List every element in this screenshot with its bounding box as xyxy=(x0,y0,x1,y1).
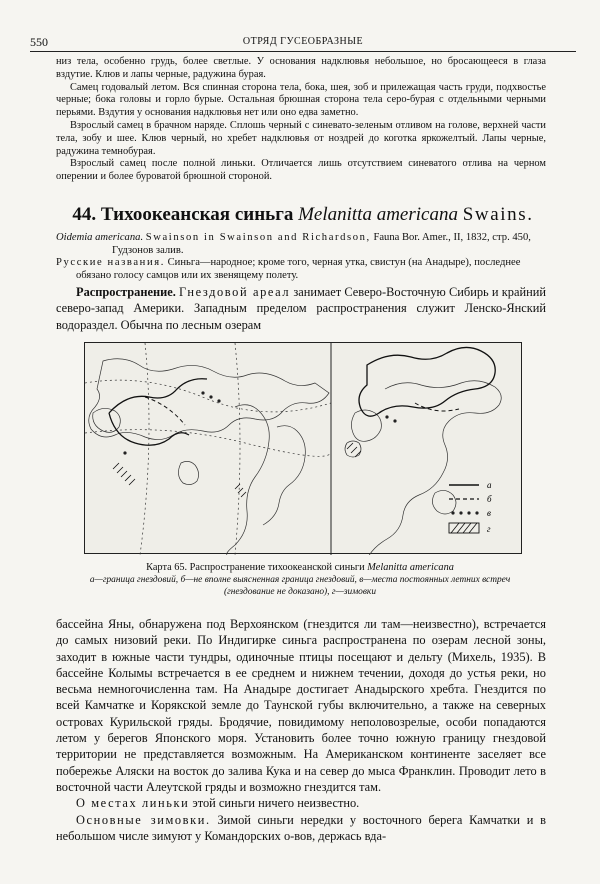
map-caption-title: Карта 65. Распространение тихоокеанской синьги xyxy=(146,562,365,573)
citation-authors: Swainson in Swainson and Richardson, xyxy=(145,232,371,243)
molt-lead: О местах линьки xyxy=(76,796,190,811)
page-number: 550 xyxy=(30,35,48,49)
description-paragraph: Взрослый самец в брачном наряде. Сплошь черный с синевато-зеленым отливом на голове, верхней части тела, зобу и шее. Клюв черный, но хребет надклювья от ноздрей до коготка яркожелтый. Лапы черные, радужина темнобурая. xyxy=(56,119,546,157)
species-author: Swains. xyxy=(462,204,534,225)
distribution-paragraph xyxy=(56,284,546,333)
species-russian-name: Тихоокеанская синьга xyxy=(100,204,294,225)
map-caption xyxy=(70,562,530,598)
wintering-paragraph xyxy=(56,812,546,845)
breeding-range-lead: Гнездовой ареал xyxy=(179,285,291,299)
description-paragraph: низ тела, особенно грудь, более светлые. У основания надклювья небольшое, но бросающееся в глаза вздутие. Клюв и лапы черные, радужина бурая. xyxy=(56,56,546,80)
running-title: ОТРЯД ГУСЕОБРАЗНЫЕ xyxy=(242,36,364,47)
synonymy-block xyxy=(56,232,546,282)
map-caption-legend: а—граница гнездовий, б—не вполне выясненная граница гнездовий, в—места постоянных летних встреч (гнездование не доказано), г—зимовки xyxy=(89,575,511,597)
legend-label-a: а xyxy=(487,480,492,490)
molt-paragraph xyxy=(56,795,546,811)
wintering-lead: Основные зимовки. xyxy=(76,812,211,827)
russian-names-text: Синьга—народное; кроме того, черная утка, свистун (на Анадыре), последнее обязано голосу самцов или их звенящему полету. xyxy=(76,257,521,281)
legend-label-v: в xyxy=(487,508,491,518)
page-header xyxy=(30,35,576,52)
distribution-continued xyxy=(56,616,546,844)
description-paragraph: Взрослый самец после полной линьки. Отличается лишь отсутствием синеватого отлива на черном оперении и более буроватой брюшной стороной. xyxy=(56,158,546,183)
map-caption-title-line xyxy=(70,562,530,574)
synonym-name: Oidemia americana. xyxy=(56,232,144,243)
russian-names xyxy=(56,257,546,282)
wintering-text: Зимой синьги нередки у восточного берега Камчатки и в небольшом числе зимуют у Командорских о-вов, держась вда- xyxy=(56,812,546,843)
russian-names-label: Русские названия. xyxy=(56,257,165,269)
species-latin-name: Melanitta americana xyxy=(298,204,458,225)
distribution-title: Распространение. xyxy=(76,285,176,299)
range-map xyxy=(84,342,522,554)
molt-text: этой синьги ничего неизвестно. xyxy=(192,796,360,811)
map-caption-latin: Melanitta americana xyxy=(367,562,454,573)
range-map-drawing xyxy=(85,343,523,555)
distribution-paragraph: бассейна Яны, обнаружена под Верхоянском (гнездится ли там—неизвестно), встречается до самых низовий реки. По Индигирке синьга распространена по озерам лесной зоны, заходит в южные части тундры, одиночные птицы посещают и дельту (Михель, 1935). В бассейне Колымы встречается в ее среднем и нижнем течении, доходя до устья реки, но весьма немногочисленна там. На Анадыре достигает Анадырского хребта. Гнездится по всей Камчатке и Корякской земле до Таунской губы включительно, а также на северных островах Курильской гряды. Бродячие, повидимому неполовозрелые, особи попадаются летом у берегов Японского моря. Установить более точно южную границу гнездовой территории не представляется возможным. На Американском континенте заселяет все побережье Аляски на восток до залива Кука и на север до мыса Франклин. Проводит лето в восточной части Алеутской гряды и возможно гнездится там. xyxy=(56,617,546,794)
distribution-text: занимает Северо-Восточную Сибирь и крайний северо-запад Америки. Западным пределом распространения служит Ленско-Янский водораздел. Обычна по лесным озерам xyxy=(56,285,546,332)
plumage-description xyxy=(56,56,546,184)
species-number: 44. xyxy=(72,204,97,225)
legend-label-g: г xyxy=(487,524,491,534)
citation-rest: Fauna Bor. Amer., II, 1832, стр. 450, Гудзонов залив. xyxy=(112,232,531,256)
distribution-intro xyxy=(56,284,546,333)
description-paragraph: Самец годовалый летом. Вся спинная сторона тела, бока, шея, зоб и прилежащая часть груди, подхвостье черные; бока головы и горло бурые. Остальная брюшная сторона тела серо-бурая с отдельными черными перьями. Вздутия у основания надклювья нет или оно едва заметно. xyxy=(56,81,546,119)
synonym-citation xyxy=(56,232,546,257)
legend-label-b: б xyxy=(487,494,492,504)
species-heading xyxy=(30,204,576,226)
